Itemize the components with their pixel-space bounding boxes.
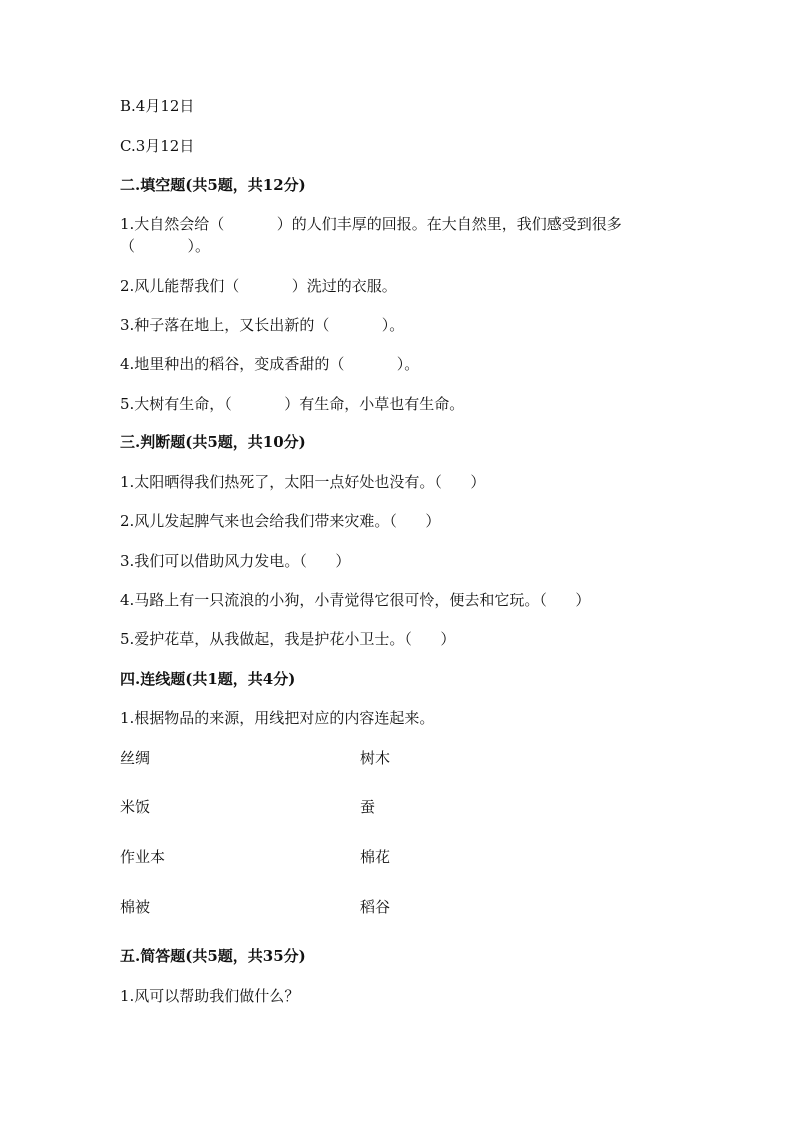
fill-blank-question-2: 2.风儿能帮我们（ ）洗过的衣服。 bbox=[120, 277, 397, 295]
true-false-question-1: 1.太阳晒得我们热死了，太阳一点好处也没有。（ ） bbox=[120, 473, 486, 491]
matching-left-item: 作业本 bbox=[120, 848, 166, 866]
section-heading-matching: 四.连线题(共1题，共4分) bbox=[120, 670, 296, 688]
short-answer-question-1: 1.风可以帮助我们做什么？ bbox=[120, 987, 300, 1005]
matching-left-item: 米饭 bbox=[120, 798, 151, 816]
fill-blank-question-1-line-2: （ ）。 bbox=[120, 237, 210, 255]
section-heading-short-answer: 五.简答题(共5题，共35分) bbox=[120, 947, 306, 965]
true-false-question-4: 4.马路上有一只流浪的小狗，小青觉得它很可怜，便去和它玩。（ ） bbox=[120, 591, 591, 609]
fill-blank-question-1-line-1: 1.大自然会给（ ）的人们丰厚的回报。在大自然里，我们感受到很多 bbox=[120, 215, 622, 233]
true-false-question-3: 3.我们可以借助风力发电。（ ） bbox=[120, 552, 351, 570]
matching-right-item: 树木 bbox=[360, 749, 391, 767]
matching-left-item: 棉被 bbox=[120, 898, 151, 916]
option-c: C.3月12日 bbox=[120, 137, 195, 155]
matching-instruction: 1.根据物品的来源，用线把对应的内容连起来。 bbox=[120, 709, 435, 727]
matching-right-item: 稻谷 bbox=[360, 898, 391, 916]
fill-blank-question-3: 3.种子落在地上，又长出新的（ ）。 bbox=[120, 316, 405, 334]
matching-right-item: 棉花 bbox=[360, 848, 391, 866]
section-heading-true-false: 三.判断题(共5题，共10分) bbox=[120, 433, 306, 451]
matching-right-item: 蚕 bbox=[360, 798, 376, 816]
option-b: B.4月12日 bbox=[120, 97, 195, 115]
true-false-question-5: 5.爱护花草，从我做起，我是护花小卫士。（ ） bbox=[120, 630, 456, 648]
matching-left-item: 丝绸 bbox=[120, 749, 151, 767]
section-heading-fill-blank: 二.填空题(共5题，共12分) bbox=[120, 176, 306, 194]
fill-blank-question-5: 5.大树有生命，（ ）有生命，小草也有生命。 bbox=[120, 395, 465, 413]
fill-blank-question-4: 4.地里种出的稻谷，变成香甜的（ ）。 bbox=[120, 355, 420, 373]
true-false-question-2: 2.风儿发起脾气来也会给我们带来灾难。（ ） bbox=[120, 512, 441, 530]
